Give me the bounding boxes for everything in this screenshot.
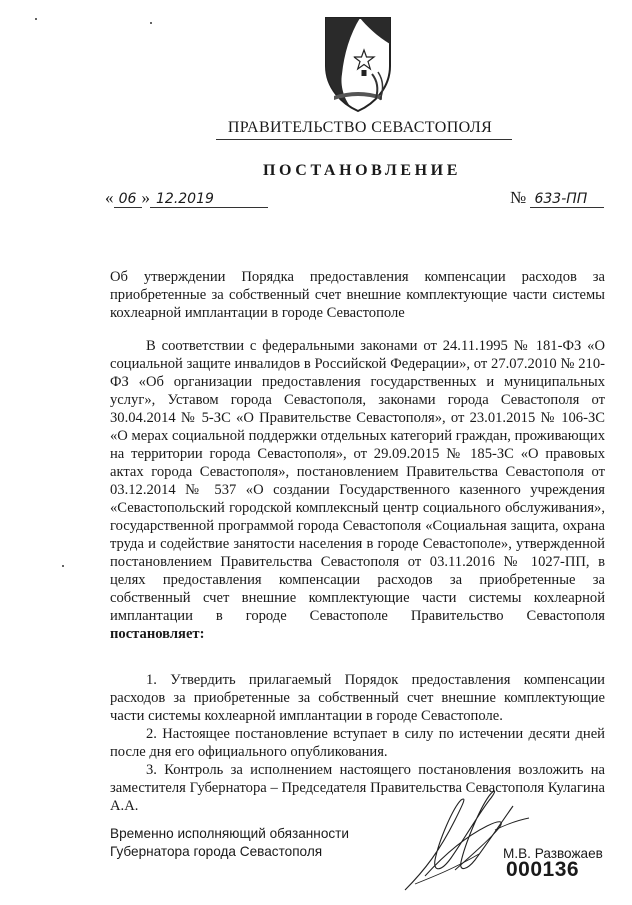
scan-speck <box>62 565 64 567</box>
document-number <box>510 188 604 208</box>
registry-number: 000136 <box>506 858 580 881</box>
date-day: 06 <box>114 191 142 208</box>
date-close-quote: » <box>141 188 150 207</box>
date-month-year: 12.2019 <box>150 191 268 208</box>
date-open-quote: « <box>105 188 114 207</box>
document-subject: Об утверждении Порядка предоставления компенсации расходов за приобретенные за собственный счет внешние комплектующие части системы кохлеарной имплантации в городе Севастополе <box>110 269 605 321</box>
scan-speck <box>150 22 152 24</box>
document-type-title: ПОСТАНОВЛЕНИЕ <box>263 162 461 179</box>
preamble-text: В соответствии с федеральными законами от 24.11.1995 № 181-ФЗ «О социальной защите инвалидов в Российской Федерации», от 27.07.2010 № 210-ФЗ «Об организации предоставления государственных и муниципальных услуг», Уставом города Севастополя, законами города Севастополя от 30.04.2014 № 5-ЗС «О Правительстве Севастополя», от 23.01.2015 № 106-ЗС «О мерах социальной поддержки отдельных категорий граждан, проживающих на территории города Севастополя», от 29.09.2015 № 185-ЗС «О правовых актах города Севастополя», постановлением Правительства Севастополя от 03.12.2014 № 537 «О создании Государственного казенного учреждения «Севастопольский городской комплексный центр социального обслуживания», государственной программой города Севастополя «Социальная защита, охрана труда и содействие занятости населения в городе Севастополе», утвержденной постановлением Правительства Севастополя от 03.11.2016 № 1027-ПП, в целях предоставления компенсации расходов за приобретенные за собственный счет внешние комплектующие части системы кохлеарной имплантации в городе Севастополе Правительство Севастополя <box>110 338 605 624</box>
decree-item-3: 3. Контроль за исполнением настоящего постановления возложить на заместителя Губернатора – Председателя Правительства Севастополя Кулагина А.А. <box>110 762 605 814</box>
number-value: 633-ПП <box>530 191 604 208</box>
header-divider <box>216 139 512 140</box>
coat-of-arms-emblem <box>320 14 396 114</box>
decree-item-1: 1. Утвердить прилагаемый Порядок предоставления компенсации расходов за приобретенные за собственный счет внешние комплектующие части системы кохлеарной имплантации в городе Севастополе. <box>110 672 605 724</box>
signatory-role-line-1: Временно исполняющий обязанности <box>110 826 349 841</box>
signatory-role-line-2: Губернатора города Севастополя <box>110 844 323 859</box>
decree-word: постановляет: <box>110 626 205 642</box>
scan-speck <box>35 18 37 20</box>
document-date <box>105 188 268 208</box>
number-sign: № <box>510 188 527 207</box>
government-name: ПРАВИТЕЛЬСТВО СЕВАСТОПОЛЯ <box>227 119 493 136</box>
preamble-paragraph <box>110 337 605 643</box>
signatory-role <box>110 825 390 861</box>
decree-item-2: 2. Настоящее постановление вступает в силу по истечении десяти дней после дня его официального опубликования. <box>110 726 605 760</box>
signatory-name: М.В. Развожаев <box>503 846 603 861</box>
